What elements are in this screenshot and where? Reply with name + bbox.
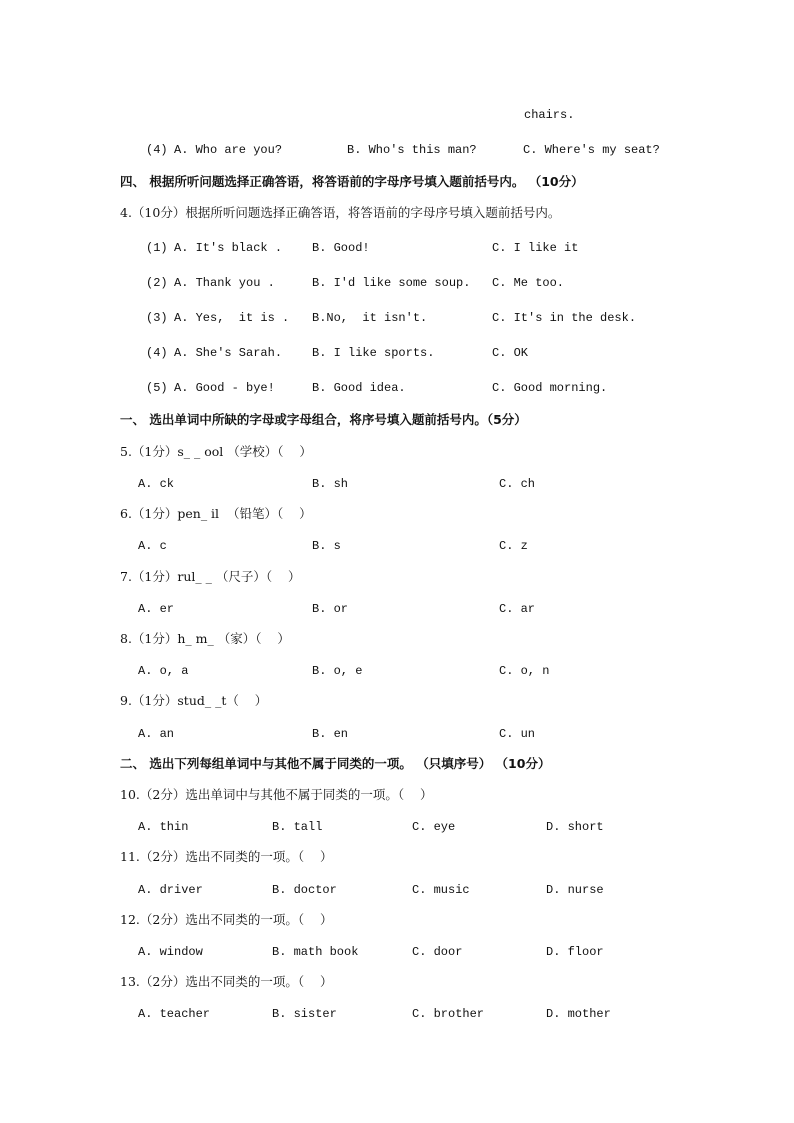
q4-1-number: (1): [146, 241, 168, 255]
q10-stem: 10.（2分）选出单词中与其他不属于同类的一项。（ ）: [120, 787, 433, 802]
q6-stem: 6.（1分）pen_ il （铅笔）（ ）: [120, 506, 312, 521]
q6-option-c: C. z: [499, 539, 528, 553]
q7-option-c: C. ar: [499, 602, 536, 616]
prev-question-tail: chairs.: [524, 108, 575, 122]
q9-option-a: A. an: [138, 727, 175, 741]
q11-option-b: B. doctor: [272, 883, 337, 897]
q3-4-option-b: B. Who's this man?: [347, 143, 477, 157]
section-4-heading: 四、 根据所听问题选择正确答语，将答语前的字母序号填入题前括号内。 （10分）: [120, 174, 584, 189]
q11-option-d: D. nurse: [546, 883, 604, 897]
q9-stem: 9.（1分）stud_ _t（ ）: [120, 693, 268, 708]
q4-1-option-b: B. Good!: [312, 241, 370, 255]
q4-stem: 4.（10分）根据所听问题选择正确答语，将答语前的字母序号填入题前括号内。: [120, 205, 561, 220]
q13-stem: 13.（2分）选出不同类的一项。（ ）: [120, 974, 333, 989]
q10-option-a: A. thin: [138, 820, 189, 834]
q4-3-number: (3): [146, 311, 168, 325]
q12-option-d: D. floor: [546, 945, 604, 959]
section-1-heading: 一、 选出单词中所缺的字母或字母组合，将序号填入题前括号内。（5分）: [120, 412, 527, 427]
q10-option-b: B. tall: [272, 820, 323, 834]
q8-stem: 8.（1分）h_ m_ （家）（ ）: [120, 631, 290, 646]
q4-3-option-b: B.No, it isn't.: [312, 311, 428, 325]
q4-4-option-b: B. I like sports.: [312, 346, 435, 360]
q4-4-number: (4): [146, 346, 168, 360]
q4-2-option-b: B. I'd like some soup.: [312, 276, 471, 290]
q3-4-option-a: A. Who are you?: [174, 143, 283, 157]
q4-2-option-c: C. Me too.: [492, 276, 565, 290]
q10-option-c: C. eye: [412, 820, 456, 834]
q6-option-b: B. s: [312, 539, 341, 553]
q9-option-c: C. un: [499, 727, 536, 741]
q3-4-option-c: C. Where's my seat?: [523, 143, 660, 157]
q6-option-a: A. c: [138, 539, 167, 553]
q11-option-c: C. music: [412, 883, 470, 897]
q4-1-option-a: A. It's black .: [174, 241, 283, 255]
q8-option-c: C. o, n: [499, 664, 550, 678]
q13-option-d: D. mother: [546, 1007, 611, 1021]
q11-stem: 11.（2分）选出不同类的一项。（ ）: [120, 849, 333, 864]
q10-option-d: D. short: [546, 820, 604, 834]
q9-option-b: B. en: [312, 727, 349, 741]
q7-stem: 7.（1分）rul_ _ （尺子）（ ）: [120, 569, 301, 584]
q3-4-number: (4): [146, 143, 168, 157]
q4-4-option-c: C. OK: [492, 346, 529, 360]
q4-4-option-a: A. She's Sarah.: [174, 346, 283, 360]
section-2-heading: 二、 选出下列每组单词中与其他不属于同类的一项。 （只填序号） （10分）: [120, 756, 551, 771]
q7-option-b: B. or: [312, 602, 349, 616]
q8-option-a: A. o, a: [138, 664, 189, 678]
q4-5-option-b: B. Good idea.: [312, 381, 406, 395]
q13-option-a: A. teacher: [138, 1007, 211, 1021]
q12-option-a: A. window: [138, 945, 203, 959]
q4-5-number: (5): [146, 381, 168, 395]
q4-1-option-c: C. I like it: [492, 241, 579, 255]
q12-stem: 12.（2分）选出不同类的一项。（ ）: [120, 912, 333, 927]
q13-option-c: C. brother: [412, 1007, 485, 1021]
q7-option-a: A. er: [138, 602, 175, 616]
q4-5-option-a: A. Good - bye!: [174, 381, 275, 395]
q4-5-option-c: C. Good morning.: [492, 381, 608, 395]
q11-option-a: A. driver: [138, 883, 203, 897]
q4-3-option-c: C. It's in the desk.: [492, 311, 637, 325]
q12-option-c: C. door: [412, 945, 463, 959]
q5-option-a: A. ck: [138, 477, 175, 491]
q5-option-c: C. ch: [499, 477, 536, 491]
q13-option-b: B. sister: [272, 1007, 337, 1021]
q5-option-b: B. sh: [312, 477, 349, 491]
q12-option-b: B. math book: [272, 945, 359, 959]
q4-3-option-a: A. Yes, it is .: [174, 311, 290, 325]
q5-stem: 5.（1分）s_ _ ool （学校）（ ）: [120, 444, 312, 459]
q4-2-number: (2): [146, 276, 168, 290]
q4-2-option-a: A. Thank you .: [174, 276, 275, 290]
q8-option-b: B. o, e: [312, 664, 363, 678]
